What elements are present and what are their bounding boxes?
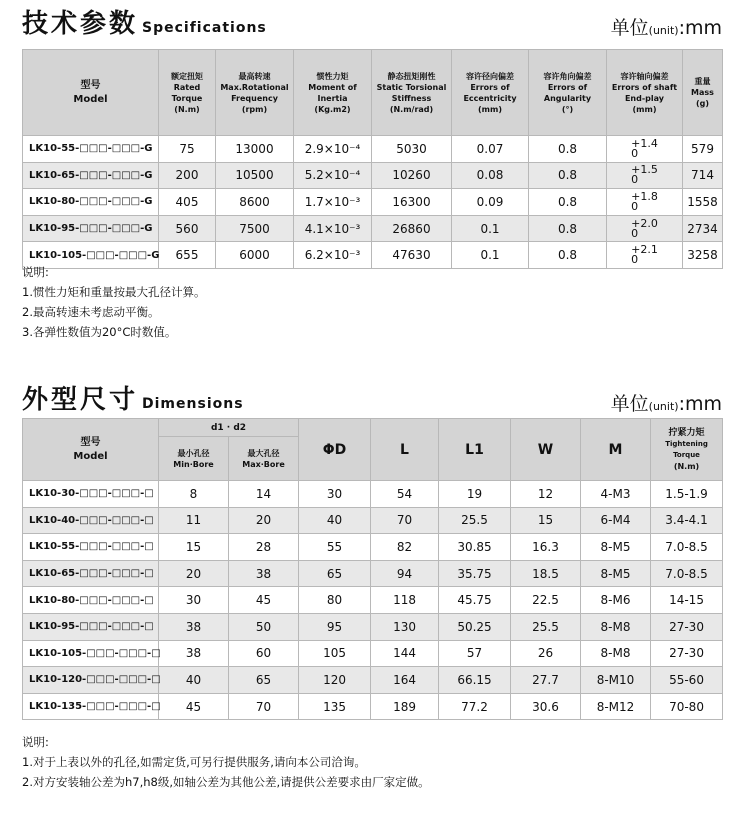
dim-col-l: L <box>371 419 439 481</box>
dimensions-table <box>22 418 723 720</box>
l-cell: 82 <box>371 534 439 561</box>
model-cell: LK10-30-□□□-□□□-□ <box>23 481 159 508</box>
col-angularity: 容许角向偏差 Errors of Angularity (°) <box>529 50 607 136</box>
mass-cell: 714 <box>683 162 723 189</box>
max-bore-cell: 50 <box>229 613 299 640</box>
table-row <box>23 613 723 640</box>
stiffness-cell: 16300 <box>372 189 452 216</box>
dim-col-m: M <box>581 419 651 481</box>
inertia-cell: 2.9×10⁻⁴ <box>294 136 372 163</box>
stiffness-cell: 26860 <box>372 215 452 242</box>
specifications-table <box>22 49 723 269</box>
dim-col-min-bore: 最小孔径 Min·Bore <box>159 437 229 481</box>
dim-col-w: W <box>511 419 581 481</box>
phid-cell: 135 <box>299 693 371 720</box>
col-model: 型号 Model <box>23 50 159 136</box>
dimensions-unit: 单位(unit):mm <box>610 393 722 415</box>
model-cell: LK10-65-□□□-□□□-□ <box>23 560 159 587</box>
tightening-torque-cell: 7.0-8.5 <box>651 560 723 587</box>
dim-col-max-bore: 最大孔径 Max·Bore <box>229 437 299 481</box>
w-cell: 25.5 <box>511 613 581 640</box>
min-bore-cell: 38 <box>159 640 229 667</box>
specifications-title <box>22 3 267 40</box>
end-play-cell <box>607 242 683 269</box>
m-cell: 4-M3 <box>581 481 651 508</box>
end-play-cell <box>607 162 683 189</box>
w-cell: 26 <box>511 640 581 667</box>
phid-cell: 95 <box>299 613 371 640</box>
table-row <box>23 481 723 508</box>
table-row <box>23 560 723 587</box>
l1-cell: 25.5 <box>439 507 511 534</box>
end-play-cell <box>607 189 683 216</box>
note-item: 2.最高转速未考虑动平衡。 <box>22 305 160 319</box>
phid-cell: 105 <box>299 640 371 667</box>
stiffness-cell: 10260 <box>372 162 452 189</box>
tightening-torque-cell: 14-15 <box>651 587 723 614</box>
max-speed-cell: 7500 <box>216 215 294 242</box>
col-eccentricity: 容许径向偏差 Errors of Eccentricity (mm) <box>452 50 529 136</box>
angularity-cell: 0.8 <box>529 189 607 216</box>
inertia-cell: 6.2×10⁻³ <box>294 242 372 269</box>
tightening-torque-cell: 1.5-1.9 <box>651 481 723 508</box>
end-play-cell <box>607 136 683 163</box>
table-row <box>23 215 723 242</box>
col-max-speed: 最高转速 Max.Rotational Frequency (rpm) <box>216 50 294 136</box>
w-cell: 18.5 <box>511 560 581 587</box>
table-row <box>23 189 723 216</box>
note-item: 1.对于上表以外的孔径,如需定货,可另行提供服务,请向本公司洽询。 <box>22 755 366 769</box>
angularity-cell: 0.8 <box>529 136 607 163</box>
note-item: 3.各弹性数值为20°C时数值。 <box>22 325 177 339</box>
max-bore-cell: 65 <box>229 667 299 694</box>
tolerance-value: +2.1 0 <box>631 243 658 267</box>
m-cell: 8-M6 <box>581 587 651 614</box>
table-row <box>23 587 723 614</box>
col-inertia: 惯性力矩 Moment of Inertia (Kg.m2) <box>294 50 372 136</box>
phid-cell: 55 <box>299 534 371 561</box>
table-row <box>23 162 723 189</box>
m-cell: 8-M5 <box>581 534 651 561</box>
notes-title: 说明: <box>22 735 49 749</box>
l-cell: 189 <box>371 693 439 720</box>
l-cell: 130 <box>371 613 439 640</box>
w-cell: 12 <box>511 481 581 508</box>
w-cell: 15 <box>511 507 581 534</box>
model-cell: LK10-135-□□□-□□□-□ <box>23 693 159 720</box>
m-cell: 8-M8 <box>581 613 651 640</box>
specifications-title-en: Specifications <box>142 20 267 36</box>
model-cell: LK10-120-□□□-□□□-□ <box>23 667 159 694</box>
rated-torque-cell: 75 <box>159 136 216 163</box>
model-cell: LK10-95-□□□-□□□-□ <box>23 613 159 640</box>
max-bore-cell: 28 <box>229 534 299 561</box>
max-bore-cell: 38 <box>229 560 299 587</box>
table-row <box>23 667 723 694</box>
w-cell: 16.3 <box>511 534 581 561</box>
rated-torque-cell: 200 <box>159 162 216 189</box>
phid-cell: 80 <box>299 587 371 614</box>
rated-torque-cell: 560 <box>159 215 216 242</box>
min-bore-cell: 11 <box>159 507 229 534</box>
notes-title: 说明: <box>22 265 49 279</box>
min-bore-cell: 40 <box>159 667 229 694</box>
eccentricity-cell: 0.1 <box>452 242 529 269</box>
l-cell: 94 <box>371 560 439 587</box>
max-bore-cell: 45 <box>229 587 299 614</box>
min-bore-cell: 38 <box>159 613 229 640</box>
l-cell: 70 <box>371 507 439 534</box>
table-row <box>23 136 723 163</box>
phid-cell: 65 <box>299 560 371 587</box>
specifications-header-row <box>23 50 723 136</box>
l-cell: 144 <box>371 640 439 667</box>
tightening-torque-cell: 27-30 <box>651 640 723 667</box>
m-cell: 8-M5 <box>581 560 651 587</box>
table-row <box>23 534 723 561</box>
l-cell: 164 <box>371 667 439 694</box>
w-cell: 30.6 <box>511 693 581 720</box>
phid-cell: 40 <box>299 507 371 534</box>
tolerance-value: +1.8 0 <box>631 189 658 213</box>
max-speed-cell: 13000 <box>216 136 294 163</box>
angularity-cell: 0.8 <box>529 215 607 242</box>
rated-torque-cell: 405 <box>159 189 216 216</box>
model-cell: LK10-105-□□□-□□□-G <box>23 242 159 269</box>
end-play-cell <box>607 215 683 242</box>
model-cell: LK10-40-□□□-□□□-□ <box>23 507 159 534</box>
max-speed-cell: 6000 <box>216 242 294 269</box>
phid-cell: 30 <box>299 481 371 508</box>
model-cell: LK10-55-□□□-□□□-□ <box>23 534 159 561</box>
m-cell: 6-M4 <box>581 507 651 534</box>
eccentricity-cell: 0.07 <box>452 136 529 163</box>
model-cell: LK10-55-□□□-□□□-G <box>23 136 159 163</box>
max-bore-cell: 70 <box>229 693 299 720</box>
phid-cell: 120 <box>299 667 371 694</box>
dimensions-title <box>22 379 244 416</box>
max-speed-cell: 10500 <box>216 162 294 189</box>
col-rated-torque: 额定扭矩 Rated Torque (N.m) <box>159 50 216 136</box>
l1-cell: 45.75 <box>439 587 511 614</box>
inertia-cell: 4.1×10⁻³ <box>294 215 372 242</box>
m-cell: 8-M12 <box>581 693 651 720</box>
tightening-torque-cell: 3.4-4.1 <box>651 507 723 534</box>
dimensions-title-cn: 外型尺寸 <box>22 385 139 415</box>
model-cell: LK10-95-□□□-□□□-G <box>23 215 159 242</box>
tightening-torque-cell: 27-30 <box>651 613 723 640</box>
dimensions-header <box>22 382 722 418</box>
w-cell: 22.5 <box>511 587 581 614</box>
min-bore-cell: 20 <box>159 560 229 587</box>
inertia-cell: 5.2×10⁻⁴ <box>294 162 372 189</box>
l1-cell: 66.15 <box>439 667 511 694</box>
l1-cell: 30.85 <box>439 534 511 561</box>
inertia-cell: 1.7×10⁻³ <box>294 189 372 216</box>
max-speed-cell: 8600 <box>216 189 294 216</box>
dimensions-header-row-1 <box>23 419 723 437</box>
col-mass: 重量 Mass (g) <box>683 50 723 136</box>
specifications-title-cn: 技术参数 <box>22 9 139 39</box>
mass-cell: 579 <box>683 136 723 163</box>
w-cell: 27.7 <box>511 667 581 694</box>
angularity-cell: 0.8 <box>529 162 607 189</box>
l-cell: 54 <box>371 481 439 508</box>
specifications-header <box>22 6 722 42</box>
l1-cell: 77.2 <box>439 693 511 720</box>
specifications-notes <box>22 262 205 342</box>
note-item: 2.对方安装轴公差为h7,h8级,如轴公差为其他公差,请提供公差要求由厂家定做。 <box>22 775 430 789</box>
m-cell: 8-M10 <box>581 667 651 694</box>
eccentricity-cell: 0.09 <box>452 189 529 216</box>
specifications-unit: 单位(unit):mm <box>610 17 722 39</box>
l1-cell: 35.75 <box>439 560 511 587</box>
eccentricity-cell: 0.1 <box>452 215 529 242</box>
max-bore-cell: 20 <box>229 507 299 534</box>
tightening-torque-cell: 7.0-8.5 <box>651 534 723 561</box>
eccentricity-cell: 0.08 <box>452 162 529 189</box>
min-bore-cell: 45 <box>159 693 229 720</box>
table-row <box>23 693 723 720</box>
m-cell: 8-M8 <box>581 640 651 667</box>
tolerance-value: +1.4 0 <box>631 136 658 160</box>
l1-cell: 57 <box>439 640 511 667</box>
tightening-torque-cell: 70-80 <box>651 693 723 720</box>
table-row <box>23 640 723 667</box>
l1-cell: 50.25 <box>439 613 511 640</box>
dim-col-phid: ΦD <box>299 419 371 481</box>
tolerance-value: +1.5 0 <box>631 163 658 187</box>
dim-col-group-bore: d1 · d2 <box>159 419 299 437</box>
dimensions-notes <box>22 732 430 792</box>
note-item: 1.惯性力矩和重量按最大孔径计算。 <box>22 285 206 299</box>
mass-cell: 1558 <box>683 189 723 216</box>
tolerance-value: +2.0 0 <box>631 216 658 240</box>
stiffness-cell: 47630 <box>372 242 452 269</box>
col-end-play: 容许轴向偏差 Errors of shaft End-play (mm) <box>607 50 683 136</box>
min-bore-cell: 8 <box>159 481 229 508</box>
model-cell: LK10-80-□□□-□□□-G <box>23 189 159 216</box>
min-bore-cell: 30 <box>159 587 229 614</box>
l1-cell: 19 <box>439 481 511 508</box>
max-bore-cell: 14 <box>229 481 299 508</box>
table-row <box>23 507 723 534</box>
max-bore-cell: 60 <box>229 640 299 667</box>
dimensions-title-en: Dimensions <box>142 396 244 412</box>
model-cell: LK10-65-□□□-□□□-G <box>23 162 159 189</box>
col-stiffness: 静态扭矩刚性 Static Torsional Stiffness (N.m/rad) <box>372 50 452 136</box>
angularity-cell: 0.8 <box>529 242 607 269</box>
tightening-torque-cell: 55-60 <box>651 667 723 694</box>
mass-cell: 2734 <box>683 215 723 242</box>
stiffness-cell: 5030 <box>372 136 452 163</box>
model-cell: LK10-105-□□□-□□□-□ <box>23 640 159 667</box>
dim-col-tightening-torque: 拧紧力矩 Tightening Torque (N.m) <box>651 419 723 481</box>
mass-cell: 3258 <box>683 242 723 269</box>
model-cell: LK10-80-□□□-□□□-□ <box>23 587 159 614</box>
dim-col-l1: L1 <box>439 419 511 481</box>
min-bore-cell: 15 <box>159 534 229 561</box>
dim-col-model: 型号 Model <box>23 419 159 481</box>
rated-torque-cell: 655 <box>159 242 216 269</box>
l-cell: 118 <box>371 587 439 614</box>
